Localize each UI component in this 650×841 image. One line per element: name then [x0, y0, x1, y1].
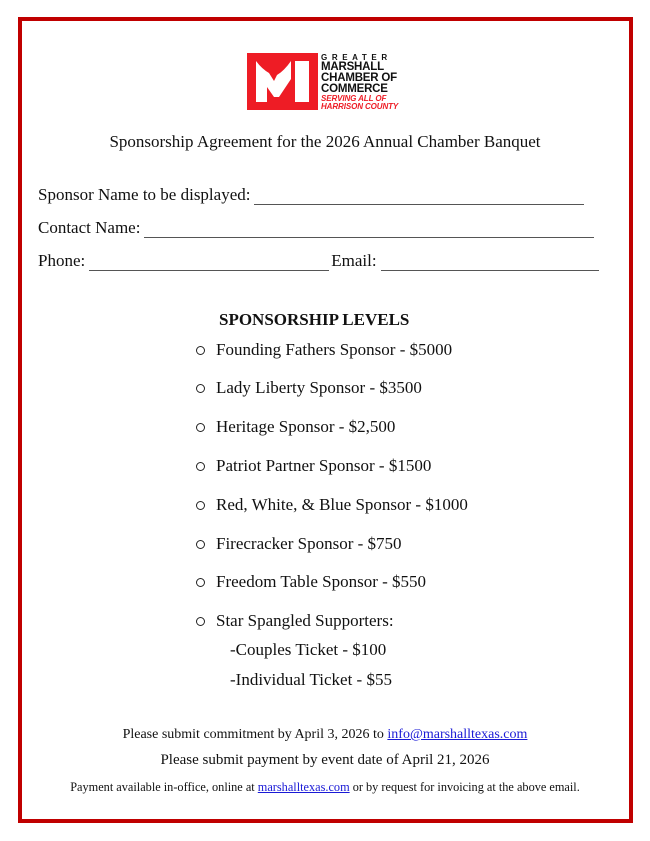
sponsor-name-field[interactable]: [254, 190, 584, 205]
level-label: Patriot Partner Sponsor - $1500: [216, 456, 432, 475]
payment-options-pre: Payment available in-office, online at: [70, 780, 258, 794]
contact-name-row: [38, 218, 594, 238]
level-label: Founding Fathers Sponsor - $5000: [216, 340, 453, 359]
circle-bullet-icon: [196, 501, 205, 510]
circle-bullet-icon: [196, 462, 205, 471]
logo-commerce: COMMERCE: [321, 83, 388, 95]
payment-deadline-text: Please submit payment by event date of April 21, 2026: [160, 752, 490, 768]
commitment-line: [0, 727, 650, 743]
level-label: Freedom Table Sponsor - $550: [216, 572, 427, 591]
sub-level-item: -Couples Ticket - $100: [230, 640, 387, 659]
level-item: [196, 495, 468, 515]
level-label: Heritage Sponsor - $2,500: [216, 417, 396, 436]
email-label: Email:: [331, 251, 377, 270]
sponsor-name-label: Sponsor Name to be displayed:: [38, 185, 251, 204]
circle-bullet-icon: [196, 578, 205, 587]
sub-level-item: -Individual Ticket - $55: [230, 670, 392, 689]
circle-bullet-icon: [196, 423, 205, 432]
circle-bullet-icon: [196, 384, 205, 393]
logo-mark-icon: [247, 53, 318, 110]
phone-label: Phone:: [38, 251, 86, 270]
logo-chamber-of: CHAMBER OF: [321, 72, 397, 84]
level-item: [196, 417, 395, 437]
circle-bullet-icon: [196, 540, 205, 549]
email-field[interactable]: [381, 256, 599, 271]
payment-options-line: [0, 780, 650, 795]
level-item: [196, 572, 426, 592]
level-label: Firecracker Sponsor - $750: [216, 534, 402, 553]
logo-tagline-1: SERVING ALL OF: [321, 94, 387, 103]
level-label: Red, White, & Blue Sponsor - $1000: [216, 495, 468, 514]
circle-bullet-icon: [196, 617, 205, 626]
sponsor-name-row: [38, 185, 584, 205]
commitment-text: Please submit commitment by April 3, 2026 to: [122, 727, 388, 742]
payment-options-post: or by request for invoicing at the above email.: [349, 780, 580, 794]
contact-name-label: Contact Name:: [38, 218, 141, 237]
logo-tagline-2: HARRISON COUNTY: [321, 102, 399, 111]
commitment-email-link[interactable]: info@marshalltexas.com: [387, 727, 528, 742]
website-link[interactable]: marshalltexas.com: [257, 780, 350, 794]
level-item: [196, 534, 402, 554]
circle-bullet-icon: [196, 346, 205, 355]
level-item: [196, 378, 422, 398]
page-title: Sponsorship Agreement for the 2026 Annual Chamber Banquet: [109, 132, 541, 151]
chamber-logo: [247, 53, 407, 111]
level-label: Lady Liberty Sponsor - $3500: [216, 378, 422, 397]
logo-marshall: MARSHALL: [321, 61, 384, 73]
level-item: [196, 456, 431, 476]
logo-greater: GREATER: [321, 53, 392, 62]
phone-field[interactable]: [89, 256, 329, 271]
phone-email-row: [38, 251, 599, 271]
contact-name-field[interactable]: [144, 223, 594, 238]
sponsorship-levels-heading: SPONSORSHIP LEVELS: [219, 310, 410, 329]
level-item: [196, 340, 452, 360]
level-label: Star Spangled Supporters:: [216, 611, 394, 630]
level-item: [196, 611, 394, 631]
